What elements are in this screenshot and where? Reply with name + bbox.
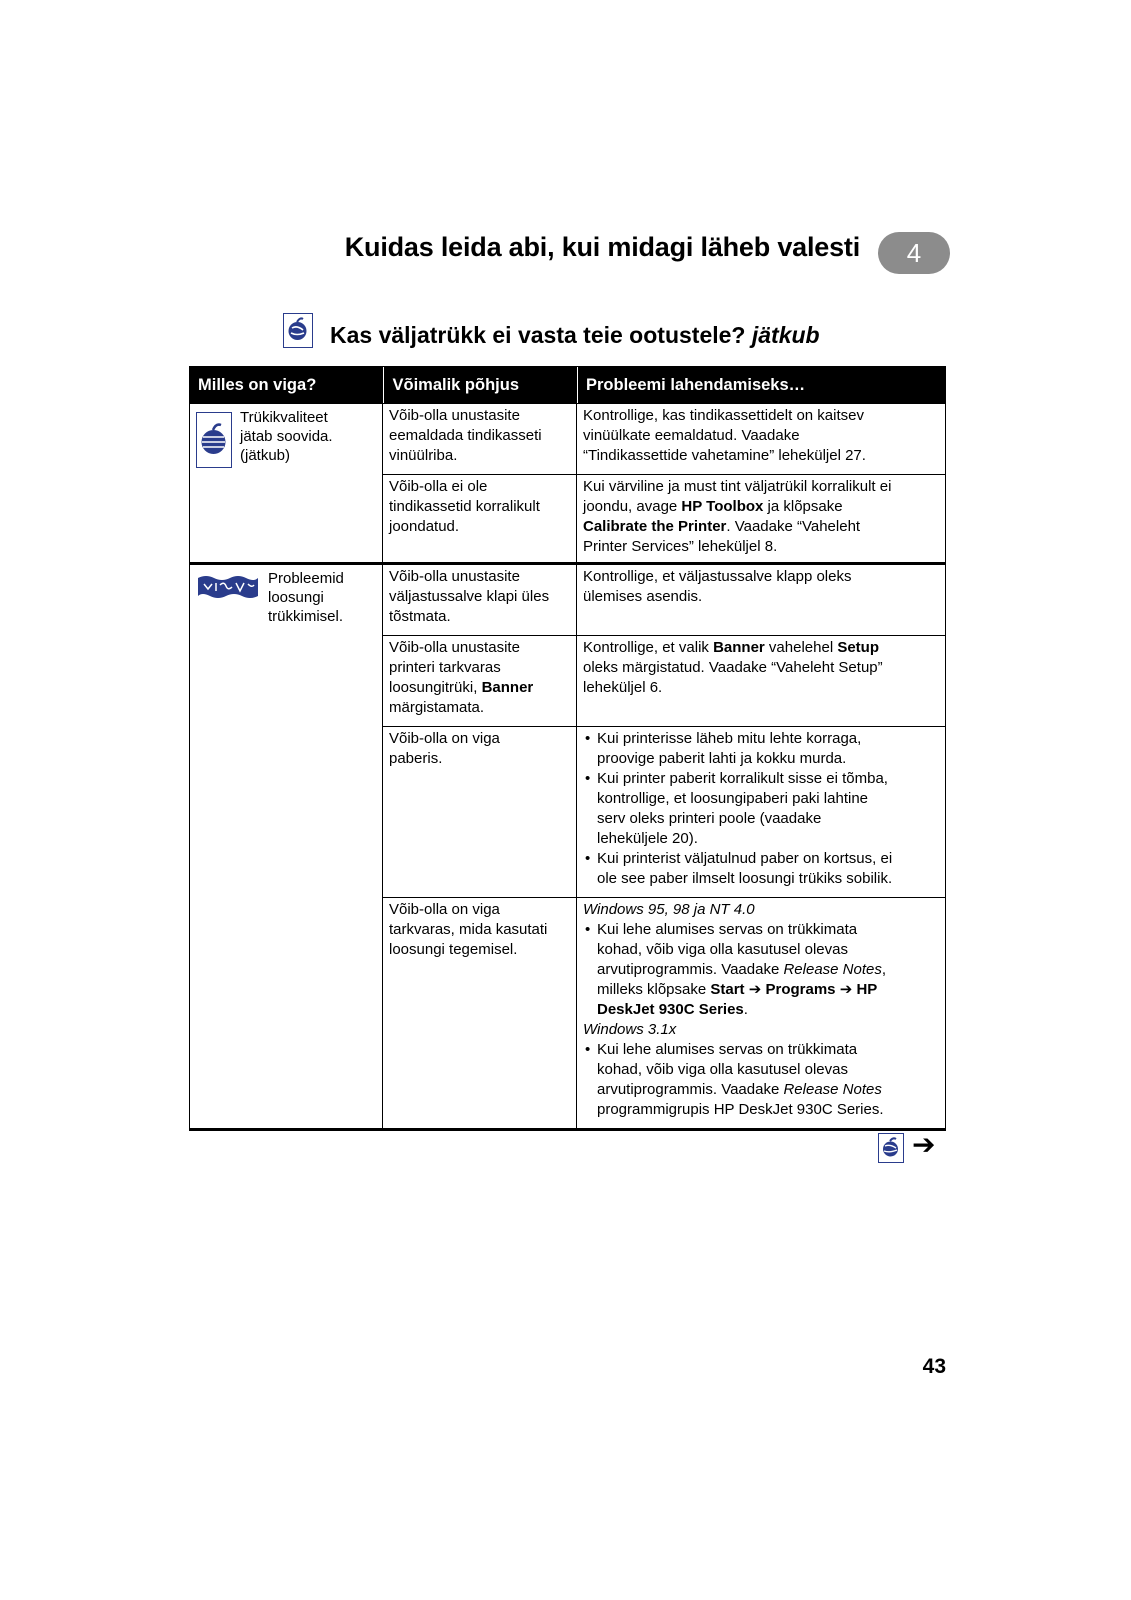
cause-solution-rows	[382, 565, 945, 1128]
bullet-list	[583, 729, 939, 889]
os-heading: Windows 95, 98 ja NT 4.0	[583, 901, 755, 918]
text-line: Võib-olla ei ole	[389, 478, 488, 495]
apple-icon	[283, 313, 313, 348]
next-page-arrow-icon[interactable]: ➔	[912, 1129, 936, 1160]
bullet-list	[583, 1040, 939, 1120]
text-line: “Tindikassettide vahetamine” leheküljel 27.	[583, 447, 866, 464]
page-number: 43	[922, 1355, 946, 1378]
table-row	[383, 475, 945, 562]
text-line: printeri tarkvaras	[389, 659, 501, 676]
solution-cell	[577, 475, 945, 562]
text-line: märgistamata.	[389, 699, 485, 716]
list-item: • Kui lehe alumises servas on trükkimata kohad, võib viga olla kasutusel olevas arvutiprogrammis. Vaadake Release Notes, milleks klõpsake Start ➔ Programs ➔ HP DeskJet 930C Series.	[583, 920, 939, 1020]
problem-text	[240, 408, 333, 465]
column-header-solution: Probleemi lahendamiseks…	[577, 367, 945, 403]
setup-label: Setup	[837, 639, 879, 656]
table-row	[383, 727, 945, 898]
apple-icon	[878, 1133, 904, 1163]
problem-group	[189, 562, 946, 1131]
print-quality-icon	[196, 412, 232, 468]
text-line: väljastussalve klapi üles	[389, 588, 550, 605]
text-line: loosungitrüki, Banner	[389, 679, 534, 696]
text-line: Võib-olla on viga	[389, 901, 500, 918]
section-title	[330, 322, 820, 349]
text-line: vinüülriba.	[389, 447, 458, 464]
cause-cell	[383, 898, 577, 1128]
text-line: tindikassetid korralikult	[389, 498, 540, 515]
solution-cell	[577, 404, 945, 474]
list-item: • Kui printerist väljatulnud paber on kortsus, ei ole see paber ilmselt loosungi trükiks sobilik.	[583, 849, 939, 889]
os-heading: Windows 3.1x	[583, 1021, 677, 1038]
start-label: Start	[710, 981, 745, 998]
text-line: joondatud.	[389, 518, 460, 535]
section-title-text: Kas väljatrükk ei vasta teie ootustele?	[330, 322, 746, 348]
text-line: oleks märgistatud. Vaadake “Vaheleht Setup”	[583, 659, 883, 676]
text-line: Kontrollige, et väljastussalve klapp oleks	[583, 568, 852, 585]
text-line: paberis.	[389, 750, 443, 767]
text-line: loosungi tegemisel.	[389, 941, 518, 958]
deskjet-series-label: DeskJet 930C Series	[597, 1001, 744, 1018]
hp-toolbox-label: HP Toolbox	[681, 498, 764, 515]
list-item: • Kui lehe alumises servas on trükkimata kohad, võib viga olla kasutusel olevas arvutiprogrammis. Vaadake Release Notes programmigrupis HP DeskJet 930C Series.	[583, 1040, 939, 1120]
problem-cell	[190, 404, 382, 562]
table-row	[383, 404, 945, 475]
text-line: Võib-olla unustasite	[389, 639, 520, 656]
text-line: Probleemid	[268, 570, 344, 587]
table-row	[383, 565, 945, 636]
list-item: • Kui printerisse läheb mitu lehte korraga, proovige paberit lahti ja kokku murda.	[583, 729, 939, 769]
solution-cell	[577, 898, 945, 1128]
troubleshooting-table	[189, 366, 946, 1131]
problem-cell	[190, 565, 382, 1128]
text-line: Trükikvaliteet	[240, 409, 328, 426]
text-line: Calibrate the Printer. Vaadake “Vaheleht	[583, 518, 861, 535]
text-line: vinüülkate eemaldatud. Vaadake	[583, 427, 800, 444]
text-line: Printer Services” leheküljel 8.	[583, 538, 778, 555]
solution-cell	[577, 565, 945, 635]
text-line: jätab soovida.	[240, 428, 333, 445]
text-line: trükkimisel.	[268, 608, 344, 625]
banner-icon	[196, 573, 260, 601]
arrow-right-icon: ➔	[748, 981, 762, 998]
chapter-number-badge: 4	[878, 232, 950, 274]
column-header-cause: Võimalik põhjus	[383, 367, 577, 403]
text-line: loosungi	[268, 589, 324, 606]
cause-cell	[383, 475, 577, 562]
text-line: Kontrollige, kas tindikassettidelt on kaitsev	[583, 407, 864, 424]
text-line: Kui värviline ja must tint väljatrükil korralikult ei	[583, 478, 892, 495]
bullet-list	[583, 920, 939, 1020]
text-line: Võib-olla unustasite	[389, 407, 520, 424]
banner-label: Banner	[713, 639, 765, 656]
cause-solution-rows	[382, 404, 945, 562]
solution-cell	[577, 636, 945, 726]
text-line: tõstmata.	[389, 608, 451, 625]
column-header-problem: Milles on viga?	[198, 376, 317, 394]
text-line: Võib-olla on viga	[389, 730, 500, 747]
text-line: (jätkub)	[240, 447, 291, 464]
programs-label: Programs	[765, 981, 836, 998]
cause-cell	[383, 565, 577, 635]
cause-cell	[383, 727, 577, 897]
banner-label: Banner	[481, 679, 534, 696]
text-line: Võib-olla unustasite	[389, 568, 520, 585]
solution-cell	[577, 727, 945, 897]
text-line: Kontrollige, et valik Banner vahelehel Setup	[583, 639, 879, 656]
problem-text	[268, 569, 344, 626]
text-line: ülemises asendis.	[583, 588, 703, 605]
table-row	[383, 636, 945, 727]
cause-cell	[383, 404, 577, 474]
text-line: joondu, avage HP Toolbox ja klõpsake	[583, 498, 843, 515]
table-header	[189, 366, 946, 404]
text-line: leheküljel 6.	[583, 679, 663, 696]
table-row	[383, 898, 945, 1128]
text-line: tarkvaras, mida kasutati	[389, 921, 548, 938]
hp-label: HP	[856, 981, 878, 998]
chapter-title: Kuidas leida abi, kui midagi läheb valesti	[344, 232, 860, 262]
list-item: • Kui printer paberit korralikult sisse ei tõmba, kontrollige, et loosungipaberi paki lahtine serv oleks printeri poole (vaadake leheküljele 20).	[583, 769, 939, 849]
calibrate-printer-label: Calibrate the Printer	[583, 518, 727, 535]
cause-cell	[383, 636, 577, 726]
release-notes-label: Release Notes	[783, 961, 882, 978]
section-continued: jätkub	[751, 322, 820, 348]
release-notes-label: Release Notes	[783, 1081, 882, 1098]
arrow-right-icon: ➔	[839, 981, 853, 998]
text-line: eemaldada tindikasseti	[389, 427, 542, 444]
problem-group	[189, 404, 946, 562]
